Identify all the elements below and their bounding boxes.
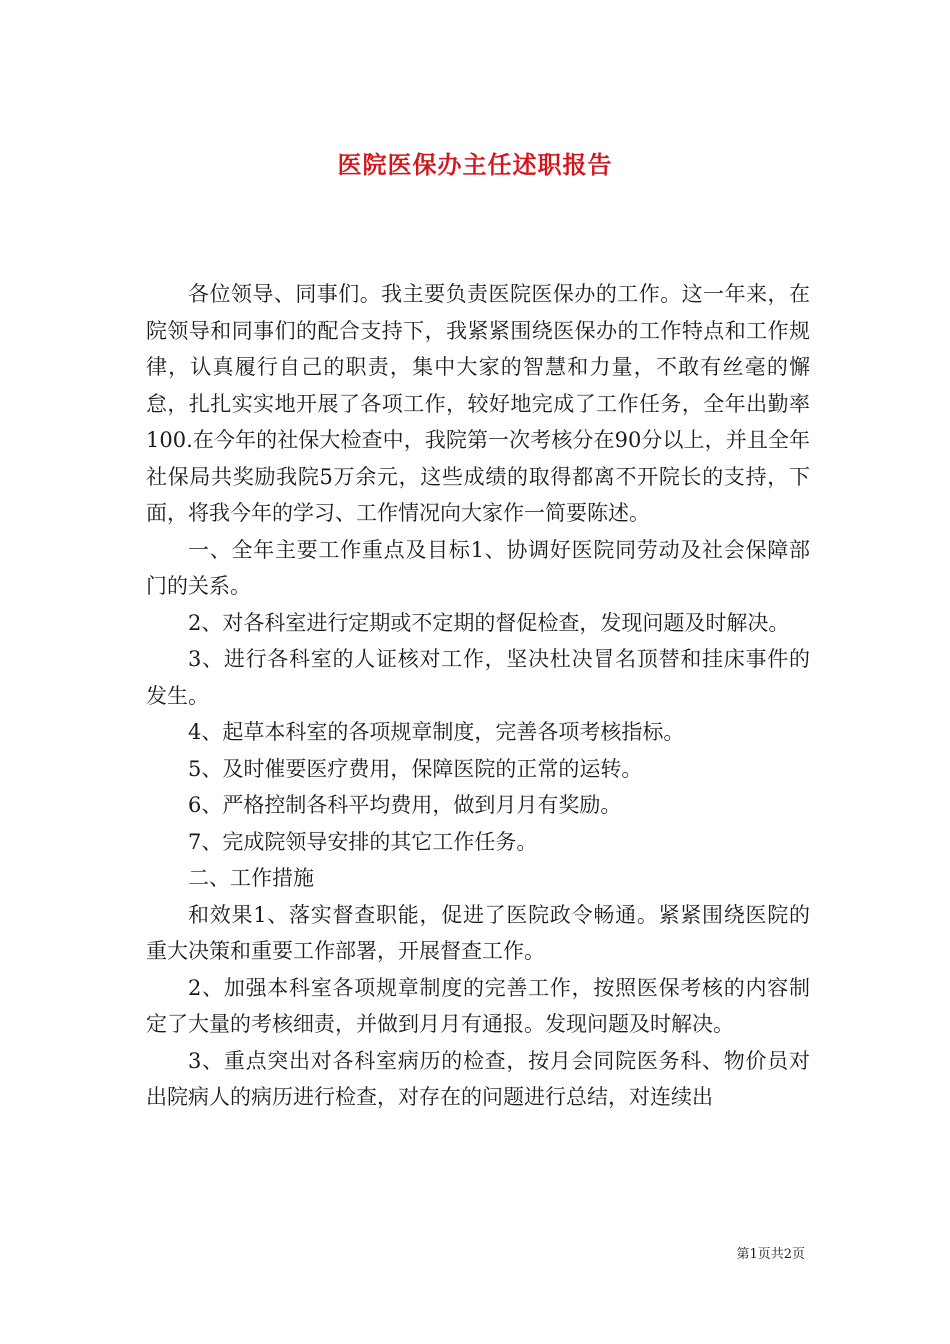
paragraph-item-2: 2、对各科室进行定期或不定期的督促检查，发现问题及时解决。 — [188, 610, 790, 635]
paragraph-item-7: 7、完成院领导安排的其它工作任务。 — [188, 829, 538, 854]
paragraph-measure-2: 2、加强本科室各项规章制度的完善工作，按照医保考核的内容制定了大量的考核细责，并做到月月有通报。发现问题及时解决。 — [146, 975, 810, 1036]
paragraph-item-6: 6、严格控制各科平均费用，做到月月有奖励。 — [188, 793, 622, 817]
document-title: 医院医保办主任述职报告 — [337, 150, 613, 180]
paragraph-measure-1: 和效果1、落实督查职能，促进了医院政令畅通。紧紧围绕医院的重大决策和重要工作部署，开展督查工作。 — [146, 902, 810, 963]
document-body — [146, 276, 810, 1116]
paragraph-section-1: 一、全年主要工作重点及目标1、协调好医院同劳动及社会保障部门的关系。 — [146, 537, 810, 598]
paragraph-intro: 各位领导、同事们。我主要负责医院医保办的工作。这一年来，在院领导和同事们的配合支持下，我紧紧围绕医保办的工作特点和工作规律，认真履行自己的职责，集中大家的智慧和力量，不敢有丝毫的懈怠，扎扎实实地开展了各项工作，较好地完成了工作任务，全年出勤率100.在今年的社保大检查中，我院第一次考核分在90分以上，并且全年社保局共奖励我院5万余元，这些成绩的取得都离不开院长的支持，下面，将我今年的学习、工作情况向大家作一简要陈述。 — [146, 282, 810, 525]
paragraph-item-3: 3、进行各科室的人证核对工作，坚决杜决冒名顶替和挂床事件的发生。 — [146, 647, 810, 708]
paragraph-item-5: 5、及时催要医疗费用，保障医院的正常的运转。 — [188, 756, 643, 781]
paragraph-section-2-heading: 二、工作措施 — [188, 866, 314, 890]
paragraph-item-4: 4、起草本科室的各项规章制度，完善各项考核指标。 — [188, 720, 685, 744]
page-number: 第1页共2页 — [736, 1247, 805, 1262]
paragraph-measure-3: 3、重点突出对各科室病历的检查，按月会同院医务科、物价员对出院病人的病历进行检查，对存在的问题进行总结，对连续出 — [146, 1048, 810, 1109]
